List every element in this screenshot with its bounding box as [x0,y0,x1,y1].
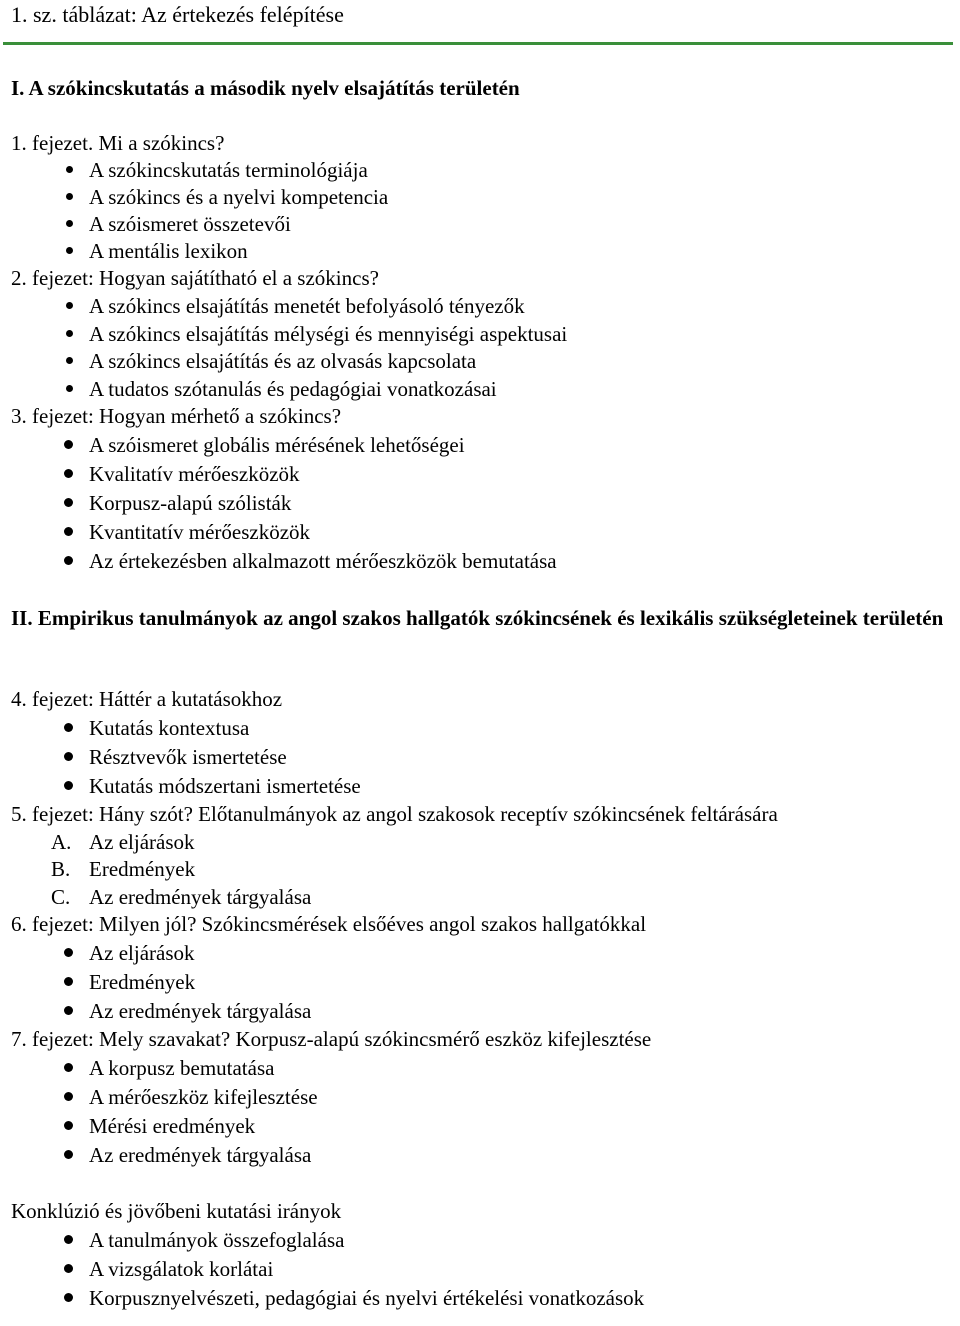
list-item: Mérési eredmények [89,1114,256,1138]
list-item: A mérőeszköz kifejlesztése [89,1085,318,1109]
list-item: Az eljárások [89,941,195,965]
bullet-icon [66,330,73,337]
chapter4-title: 4. fejezet: Háttér a kutatásokhoz [11,687,283,711]
bullet-icon [64,469,73,478]
list-item: Az eljárások [89,830,195,854]
bullet-icon [66,302,73,309]
chapter7-title: 7. fejezet: Mely szavakat? Korpusz-alapú szókincsmérő eszköz kifejlesztése [11,1027,652,1051]
list-item: A korpusz bemutatása [89,1056,275,1080]
list-item: Az eredmények tárgyalása [89,885,312,909]
chapter3-title: 3. fejezet: Hogyan mérhető a szókincs? [11,404,342,428]
bullet-icon [64,1092,73,1101]
list-item: Az eredmények tárgyalása [89,1143,312,1167]
document-title: 1. sz. táblázat: Az értekezés felépítése [11,2,344,27]
list-item: Az eredmények tárgyalása [89,999,312,1023]
bullet-icon [64,1293,73,1302]
list-letter: A. [51,830,72,854]
chapter2-title: 2. fejezet: Hogyan sajátítható el a szókincs? [11,266,379,290]
bullet-icon [64,977,73,986]
conclusion-title: Konklúzió és jövőbeni kutatási irányok [11,1199,342,1223]
list-item: Eredmények [89,970,196,994]
list-item: A szókincskutatás terminológiája [89,158,368,182]
list-item: Kutatás módszertani ismertetése [89,774,361,798]
list-item: A tudatos szótanulás és pedagógiai vonatkozásai [89,377,497,401]
bullet-icon [66,247,73,254]
list-item: Kvalitatív mérőeszközök [89,462,300,486]
bullet-icon [66,357,73,364]
list-item: A mentális lexikon [89,239,248,263]
list-item: Kvantitatív mérőeszközök [89,520,311,544]
list-item: A vizsgálatok korlátai [89,1257,274,1281]
list-item: Az értekezésben alkalmazott mérőeszközök bemutatása [89,549,557,573]
bullet-icon [64,948,73,957]
bullet-icon [64,527,73,536]
bullet-icon [64,498,73,507]
bullet-icon [64,1235,73,1244]
bullet-icon [64,1264,73,1273]
part1-heading: I. A szókincskutatás a második nyelv elsajátítás területén [11,76,520,100]
bullet-icon [64,556,73,565]
bullet-icon [66,385,73,392]
bullet-icon [64,723,73,732]
bullet-icon [64,440,73,449]
list-letter: C. [51,885,71,909]
list-item: Kutatás kontextusa [89,716,250,740]
list-item: A szókincs elsajátítás és az olvasás kapcsolata [89,349,477,373]
bullet-icon [64,1121,73,1130]
list-item: A szóismeret globális mérésének lehetőségei [89,433,465,457]
list-item: A tanulmányok összefoglalása [89,1228,345,1252]
list-item: Résztvevők ismertetése [89,745,287,769]
part2-heading: II. Empirikus tanulmányok az angol szakos hallgatók szókincsének és lexikális szükségleteinek területén [11,606,944,630]
bullet-icon [66,166,73,173]
list-item: A szókincs és a nyelvi kompetencia [89,185,389,209]
title-divider [3,42,953,45]
list-item: Eredmények [89,857,196,881]
chapter5-title: 5. fejezet: Hány szót? Előtanulmányok az angol szakosok receptív szókincsének feltárására [11,802,778,826]
bullet-icon [64,1006,73,1015]
chapter1-title: 1. fejezet. Mi a szókincs? [11,131,225,155]
list-letter: B. [51,857,71,881]
bullet-icon [66,193,73,200]
list-item: A szókincs elsajátítás menetét befolyásoló tényezők [89,294,525,318]
bullet-icon [64,1063,73,1072]
list-item: Korpusznyelvészeti, pedagógiai és nyelvi értékelési vonatkozások [89,1286,645,1310]
bullet-icon [66,220,73,227]
chapter6-title: 6. fejezet: Milyen jól? Szókincsmérések elsőéves angol szakos hallgatókkal [11,912,647,936]
bullet-icon [64,781,73,790]
list-item: Korpusz-alapú szólisták [89,491,292,515]
list-item: A szóismeret összetevői [89,212,291,236]
bullet-icon [64,752,73,761]
bullet-icon [64,1150,73,1159]
list-item: A szókincs elsajátítás mélységi és mennyiségi aspektusai [89,322,568,346]
